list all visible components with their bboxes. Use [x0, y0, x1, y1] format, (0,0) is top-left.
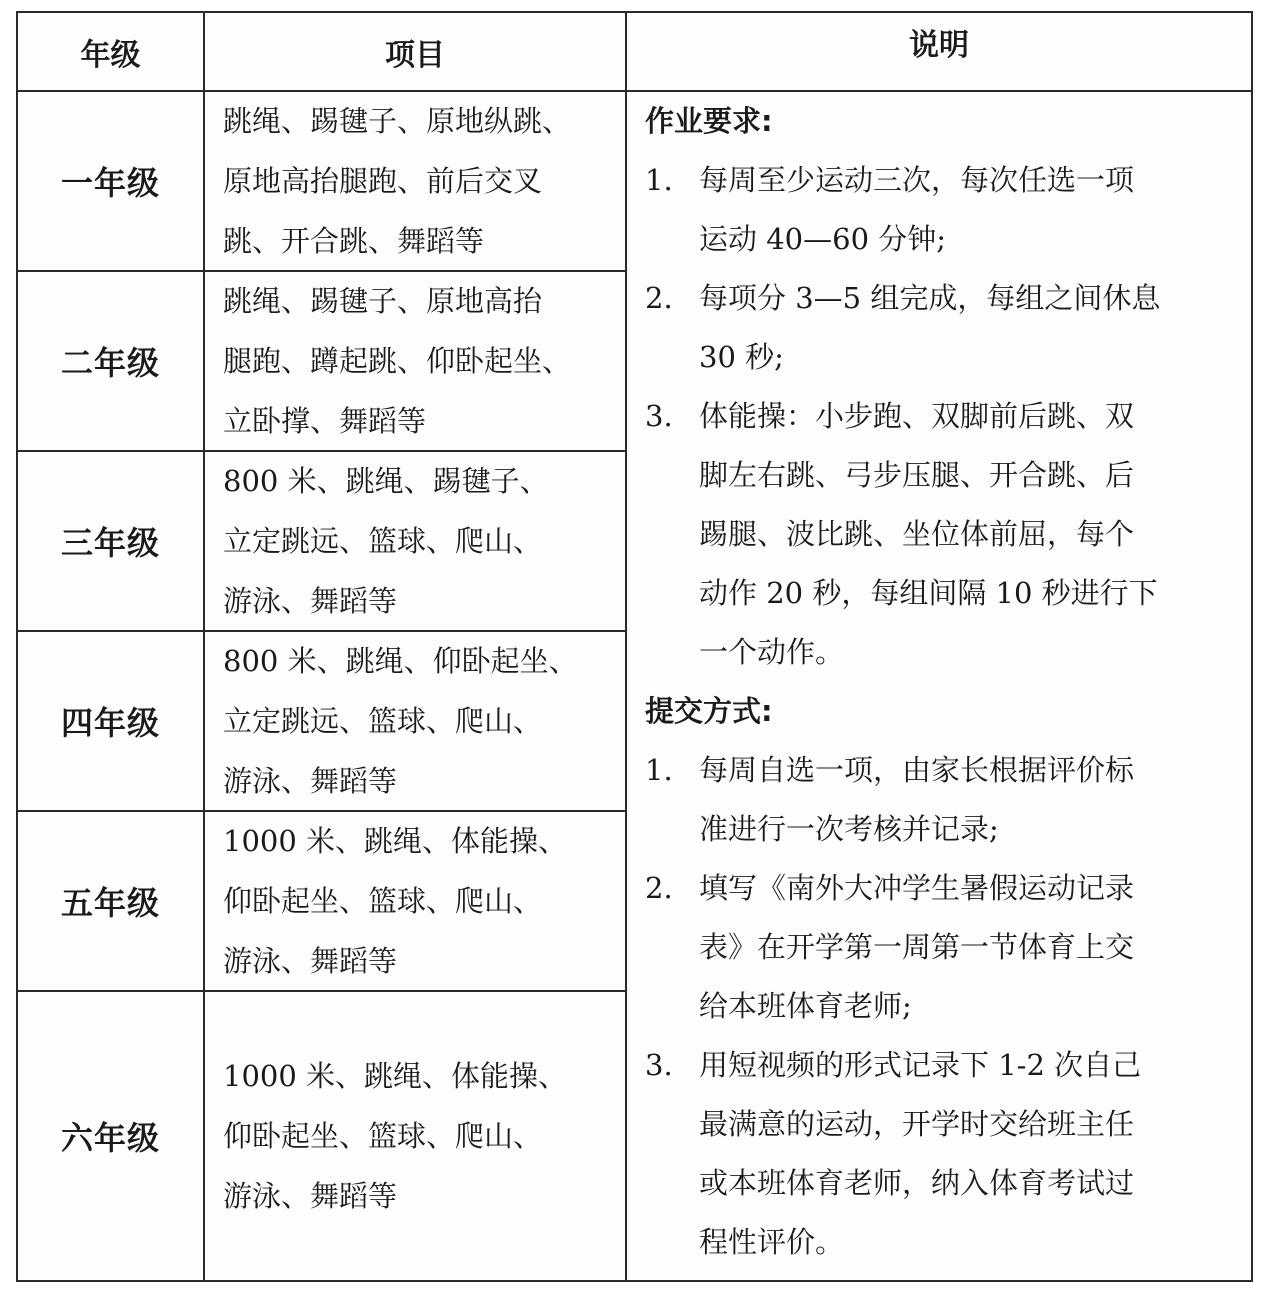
requirement-item-1: 1. 每周至少运动三次，每次任选一项 运动 40—60 分钟;: [645, 163, 1135, 256]
header-items: 项目: [385, 37, 445, 73]
requirement-item-3: 3. 体能操：小步跑、双脚前后跳、双 脚左右跳、弓步压腿、开合跳、后 踢腿、波比跳、坐位体前屈，每个 动作 20 秒，每组间隔 10 秒进行下 一个动作。: [645, 399, 1158, 669]
items-cell-4: 800 米、跳绳、仰卧起坐、 立定跳远、篮球、爬山、 游泳、舞蹈等: [223, 644, 578, 798]
items-cell-2: 跳绳、踢毽子、原地高抬 腿跑、蹲起跳、仰卧起坐、 立卧撑、舞蹈等: [223, 284, 572, 438]
items-cell-1: 跳绳、踢毽子、原地纵跳、 原地高抬腿跑、前后交叉 跳、开合跳、舞蹈等: [223, 104, 572, 258]
submission-item-2: 2. 填写《南外大冲学生暑假运动记录 表》在开学第一周第一节体育上交 给本班体育老师;: [645, 871, 1135, 1023]
grade-cell-1: 一年级: [60, 164, 160, 202]
items-cell-5: 1000 米、跳绳、体能操、 仰卧起坐、篮球、爬山、 游泳、舞蹈等: [223, 824, 568, 978]
header-grade: 年级: [80, 37, 141, 73]
requirement-item-2: 2. 每项分 3—5 组完成，每组之间休息 30 秒;: [645, 281, 1161, 374]
requirements-title: 作业要求:: [645, 104, 773, 138]
submission-title: 提交方式:: [645, 694, 773, 728]
grade-cell-2: 二年级: [60, 344, 160, 382]
description-cell: [627, 92, 1251, 1272]
grade-cell-6: 六年级: [60, 1119, 160, 1157]
grade-cell-4: 四年级: [60, 704, 160, 742]
submission-item-3: 3. 用短视频的形式记录下 1-2 次自己 最满意的运动，开学时交给班主任 或本班体育老师，纳入体育考试过 程性评价。: [645, 1048, 1142, 1259]
items-cell-6: 1000 米、跳绳、体能操、 仰卧起坐、篮球、爬山、 游泳、舞蹈等: [223, 1059, 568, 1213]
header-description: 说明: [909, 27, 969, 63]
submission-item-1: 1. 每周自选一项，由家长根据评价标 准进行一次考核并记录;: [645, 753, 1135, 846]
grade-cell-3: 三年级: [60, 524, 160, 562]
items-cell-3: 800 米、跳绳、踢毽子、 立定跳远、篮球、爬山、 游泳、舞蹈等: [223, 464, 549, 618]
grade-cell-5: 五年级: [60, 884, 160, 922]
exercise-table: [16, 11, 1253, 1282]
